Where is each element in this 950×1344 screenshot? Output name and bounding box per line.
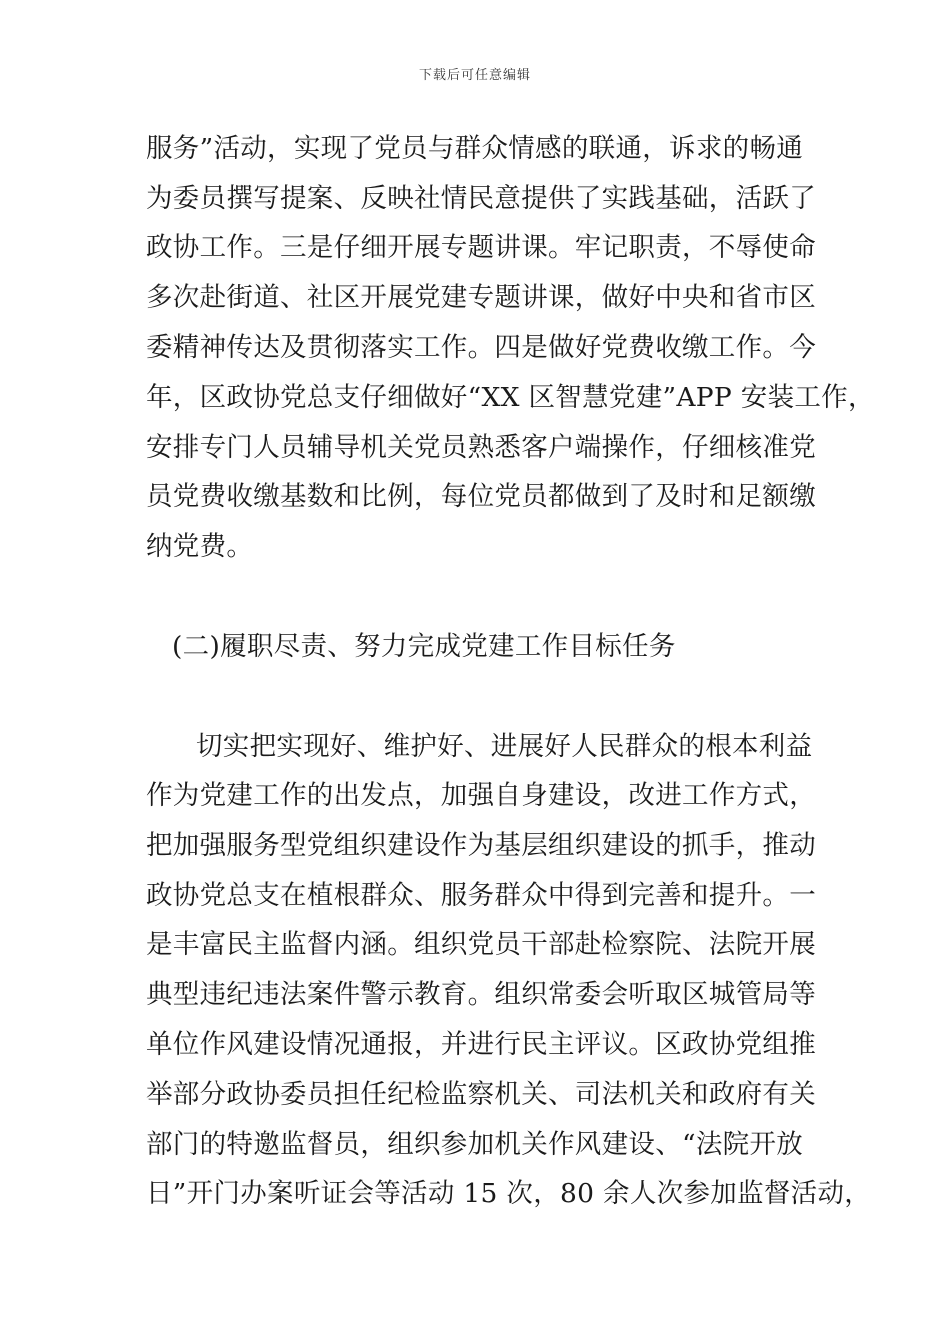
- text-line: 单位作风建设情况通报，并进行民主评议。区政协党组推: [146, 1029, 816, 1060]
- text-line: 安排专门人员辅导机关党员熟悉客户端操作，仔细核准党: [146, 432, 816, 463]
- text-line: 服务”活动，实现了党员与群众情感的联通，诉求的畅通: [146, 133, 804, 164]
- text-line: 政协党总支在植根群众、服务群众中得到完善和提升。一: [146, 880, 816, 911]
- text-line: 员党费收缴基数和比例，每位党员都做到了及时和足额缴: [146, 481, 816, 512]
- text-line: 把加强服务型党组织建设作为基层组织建设的抓手，推动: [146, 830, 816, 861]
- text-line: 举部分政协委员担任纪检监察机关、司法机关和政府有关: [146, 1079, 816, 1110]
- text-line: 纳党费。: [146, 531, 254, 562]
- text-line: 年，区政协党总支仔细做好“XX 区智慧党建”APP 安装工作，: [146, 382, 875, 413]
- text-line: 典型违纪违法案件警示教育。组织常委会听取区城管局等: [146, 979, 816, 1010]
- text-line: 作为党建工作的出发点，加强自身建设，改进工作方式，: [146, 780, 816, 811]
- section-heading: (二)履职尽责、努力完成党建工作目标任务: [172, 631, 676, 662]
- text-line: 多次赴街道、社区开展党建专题讲课，做好中央和省市区: [146, 282, 816, 313]
- text-line: 切实把实现好、维护好、进展好人民群众的根本利益: [196, 731, 813, 762]
- text-line: 是丰富民主监督内涵。组织党员干部赴检察院、法院开展: [146, 929, 816, 960]
- page-header: 下载后可任意编辑: [418, 68, 531, 83]
- text-line: 日”开门办案听证会等活动 15 次，80 余人次参加监督活动，: [146, 1178, 872, 1209]
- text-line: 为委员撰写提案、反映社情民意提供了实践基础，活跃了: [146, 183, 816, 214]
- text-line: 委精神传达及贯彻落实工作。四是做好党费收缴工作。今: [146, 332, 816, 363]
- text-line: 部门的特邀监督员，组织参加机关作风建设、“法院开放: [146, 1129, 804, 1160]
- text-line: 政协工作。三是仔细开展专题讲课。牢记职责，不辱使命: [146, 232, 816, 263]
